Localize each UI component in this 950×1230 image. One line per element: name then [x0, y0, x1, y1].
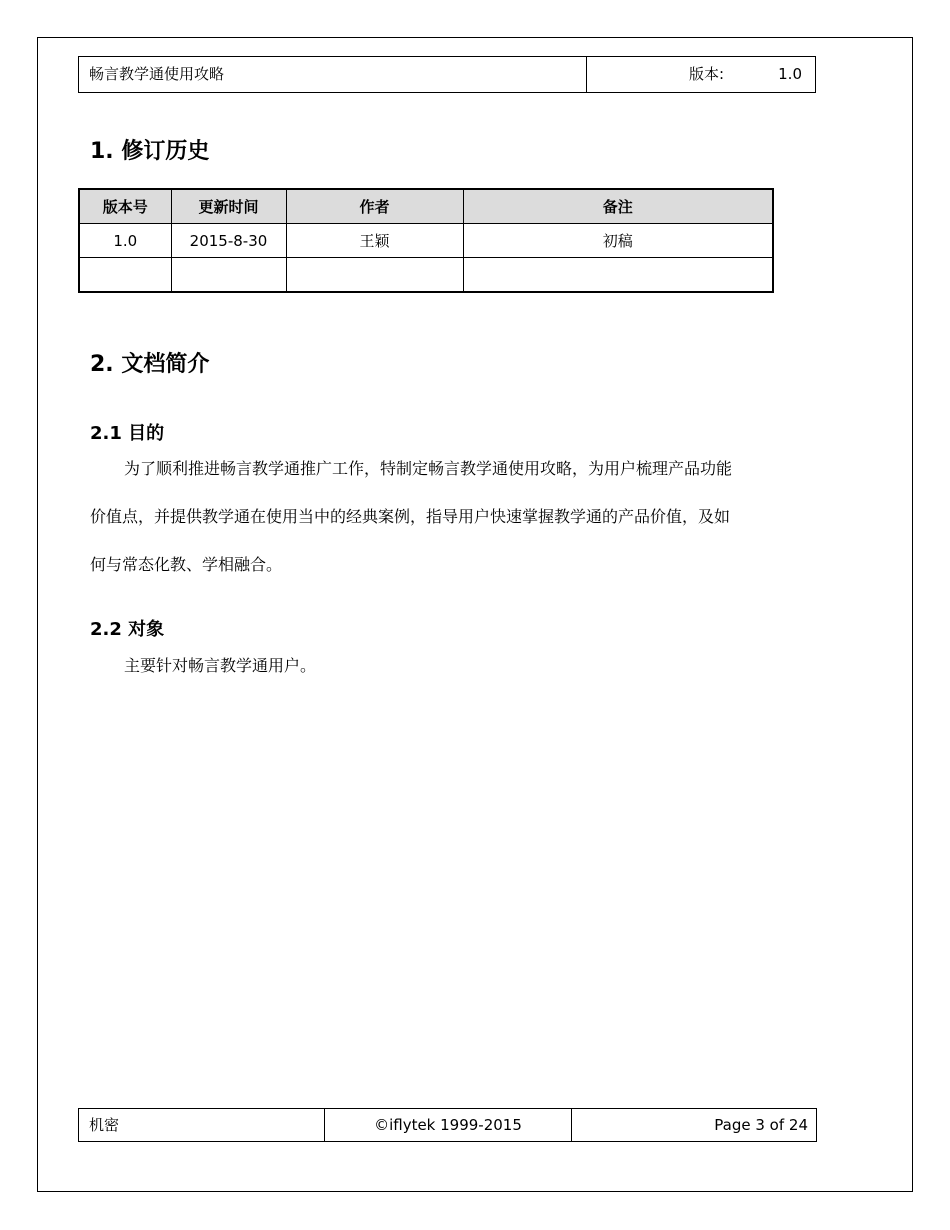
cell-update-time: [171, 258, 286, 293]
audience-paragraph: 主要针对畅言教学通用户。: [124, 656, 317, 675]
subsection-2-2-heading: 2.2 对象: [90, 619, 165, 640]
subsection-2-1-heading: 2.1 目的: [90, 423, 165, 444]
header-doc-title: 畅言教学通使用攻略: [79, 57, 587, 92]
cell-version: [79, 258, 171, 293]
section-2-heading: 2. 文档简介: [90, 352, 210, 377]
footer-confidential: 机密: [79, 1109, 325, 1141]
cell-author: [286, 258, 463, 293]
document-footer: [78, 1108, 817, 1142]
col-author: 作者: [286, 189, 463, 224]
cell-author: 王颖: [286, 224, 463, 258]
purpose-line: 价值点，并提供教学通在使用当中的经典案例，指导用户快速掌握教学通的产品价值，及如: [90, 507, 731, 526]
purpose-line: 何与常态化教、学相融合。: [90, 555, 283, 574]
table-row: [79, 258, 773, 293]
version-value: 1.0: [778, 65, 802, 83]
purpose-line: 为了顺利推进畅言教学通推广工作，特制定畅言教学通使用攻略，为用户梳理产品功能: [124, 459, 733, 478]
version-label: 版本:: [689, 65, 725, 83]
document-header: [78, 56, 816, 93]
section-1-heading: 1. 修订历史: [90, 139, 210, 164]
col-version: 版本号: [79, 189, 171, 224]
cell-version: 1.0: [79, 224, 171, 258]
col-remarks: 备注: [463, 189, 773, 224]
cell-remarks: [463, 258, 773, 293]
footer-page-number: Page 3 of 24: [714, 1116, 808, 1134]
col-update-time: 更新时间: [171, 189, 286, 224]
table-header-row: [79, 189, 773, 224]
cell-remarks: 初稿: [463, 224, 773, 258]
table-row: [79, 224, 773, 258]
cell-update-time: 2015-8-30: [171, 224, 286, 258]
footer-copyright: ©iflytek 1999-2015: [325, 1109, 572, 1141]
revision-history-table: [78, 188, 774, 293]
purpose-paragraph: [90, 450, 850, 584]
header-version: [587, 57, 815, 92]
